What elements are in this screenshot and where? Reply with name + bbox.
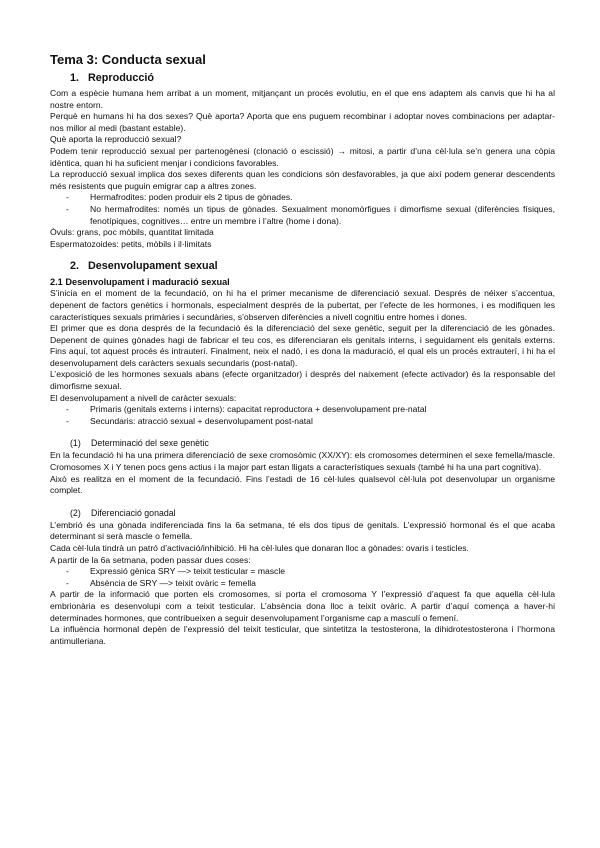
bullet-list	[50, 404, 555, 427]
list-item: - Expressió gènica SRY —> teixit testicular = mascle	[66, 566, 286, 577]
section-1-number: 1.	[70, 72, 80, 84]
section-1-heading	[70, 72, 555, 85]
paragraph: L’exposició de les hormones sexuals abans (efecte organitzador) i després del naixement (efecte activador) és la responsable del dimorfisme sexual.	[50, 369, 555, 392]
section-2-heading	[70, 260, 555, 273]
paragraph: Espermatozoides: petits, mòbils i il·limitats	[50, 238, 212, 249]
section-1-title: Reproducció	[88, 72, 154, 84]
subsection-title: Diferenciació gonadal	[91, 507, 176, 518]
list-item: - Absència de SRY —> teixit ovàric = femella	[66, 577, 256, 588]
paragraph: Perquè en humans hi ha dos sexes? Què aporta? Aporta que ens puguem recombinar i adoptar noves combinacions per adaptar-nos millor al medi (bastant estable).	[50, 111, 555, 133]
list-item: - Secundaris: atracció sexual + desenvolupament post-natal	[66, 415, 313, 426]
paragraph: S’inicia en el moment de la fecundació, on hi ha el primer mecanisme de diferenciació sexual. Després de néixer s’accentua, depenent de factors genètics i hormonals, especialment després de la pubertat, per l’efecte de les hormones, i es modifiquen les característiques sexuals primàries i secundàries, s’observen diferències a nivell cognitiu entre homes i dones.	[50, 288, 555, 322]
page-title: Tema 3: Conducta sexual	[50, 52, 206, 67]
paragraph: Podem tenir reproducció sexual per partenogènesi (clonació o escissió) → mitosi, a partir d’una cèl·lula se’n genera una còpia idèntica, quan hi ha suficient menjar i condicions favorables.	[50, 145, 555, 168]
bullet-list	[50, 192, 555, 227]
list-item-text: Expressió gènica SRY —> teixit testicular = mascle	[90, 566, 286, 577]
paragraph: El desenvolupament a nivell de caràcter sexuals:	[50, 392, 237, 403]
paragraph: L’embrió és una gònada indiferenciada fins la 6a setmana, té els dos tipus de genitals. L’expressió hormonal és el que acaba determinant si serà mascle o femella.	[50, 519, 555, 542]
subsection-genetic-sex-heading	[70, 437, 555, 449]
list-item: - Primaris (genitals externs i interns): capacitat reproductora + desenvolupament pre-natal	[66, 404, 427, 415]
document-page	[50, 52, 555, 647]
subsection-2-1-heading: 2.1 Desenvolupament i maduració sexual	[50, 277, 230, 288]
subsection-title: Determinació del sexe genètic	[91, 438, 209, 449]
paragraph: A partir de la 6a setmana, poden passar dues coses:	[50, 554, 251, 565]
list-item-text: Absència de SRY —> teixit ovàric = femella	[90, 577, 256, 588]
list-item: - No hermafrodites: només un tipus de gònades. Sexualment monomòrfigues i dimorfisme sexual (diferències físiques, fenotípiques, cognitives… entre un membre i l’altre (home i dona).	[66, 203, 555, 226]
paragraph: A partir de la informació que porten els cromosomes, si porta el cromosoma Y l’expressió d’aquest fa que aquella cèl·lula embrionària es desenvolupi com a teixit testicular. L’absència dona lloc a teixit ovàric. A partir d’aquí comença a haver-hi determinades hormones, que contribueixen a seguir desenvolupament l’organisme cap a masculí o femení.	[50, 589, 555, 623]
subsection-number: (1)	[70, 438, 81, 449]
list-item-text: Hermafrodites: poden produir els 2 tipus de gònades.	[90, 192, 293, 203]
subsection-gonadal-heading	[70, 507, 555, 519]
paragraph: Òvuls: grans, poc mòbils, quantitat limitada	[50, 227, 214, 238]
list-item: - Hermafrodites: poden produir els 2 tipus de gònades.	[66, 192, 293, 203]
paragraph: La reproducció sexual implica dos sexes diferents quan les condicions són desfavorables, ja que així podem generar descendents més resistents que puguin emigrar cap a altres zones.	[50, 169, 555, 191]
section-2-number: 2.	[70, 260, 80, 273]
bullet-list	[50, 566, 555, 589]
paragraph: La influència hormonal depèn de l’expressió del teixit testicular, que sintetitza la testosterona, la dihidrotestosterona i l’hormona antimulleriana.	[50, 624, 555, 646]
paragraph: Això es realitza en el moment de la fecundació. Fins l’estadi de 16 cèl·lules qualsevol cèl·lula pot desenvolupar un organisme complet.	[50, 473, 555, 496]
section-2-title: Desenvolupament sexual	[88, 260, 218, 273]
list-item-text: No hermafrodites: només un tipus de gònades. Sexualment monomòrfigues i dimorfisme sexual (diferències físiques, fenotípiques, cognitives… entre un membre i l’altre (home i dona).	[90, 203, 555, 226]
paragraph: Què aporta la reproducció sexual?	[50, 134, 182, 145]
paragraph: El primer que es dona després de la fecundació és la diferenciació del sexe genètic, seguit per la diferenciació de les gònades. Depenent de quines gònades hagi de fabricar el teu cos, es diferenciaran els genitals interns, i seguidament els genitals externs. Fins aquí, tot aquest procés és intrauterí. Finalment, neix el nadó, i es dona la maduració, el qual els un procés extrauterí, i hi ha el desenvolupament dels caràcters sexuals secundaris (post-natal).	[50, 323, 555, 368]
list-item-text: Primaris (genitals externs i interns): capacitat reproductora + desenvolupament pre-natal	[90, 404, 427, 415]
subsection-number: (2)	[70, 507, 81, 518]
paragraph: Com a espècie humana hem arribat a un moment, mitjançant un procés evolutiu, en el que ens adaptem als canvis que hi ha al nostre entorn.	[50, 88, 555, 110]
paragraph: Cada cèl·lula tindrà un patró d’activació/inhibició. Hi ha cèl·lules que donaran lloc a gònades: ovaris i testicles.	[50, 543, 469, 553]
list-item-text: Secundaris: atracció sexual + desenvolupament post-natal	[90, 415, 313, 426]
paragraph: En la fecundació hi ha una primera diferenciació de sexe cromosòmic (XX/XY): els cromosomes determinen el sexe femella/mascle. Cromosomes X i Y tenen pocs gens actius i la major part estan lligats a característiques sexuals (també hi ha una part cognitiva).	[50, 450, 555, 473]
